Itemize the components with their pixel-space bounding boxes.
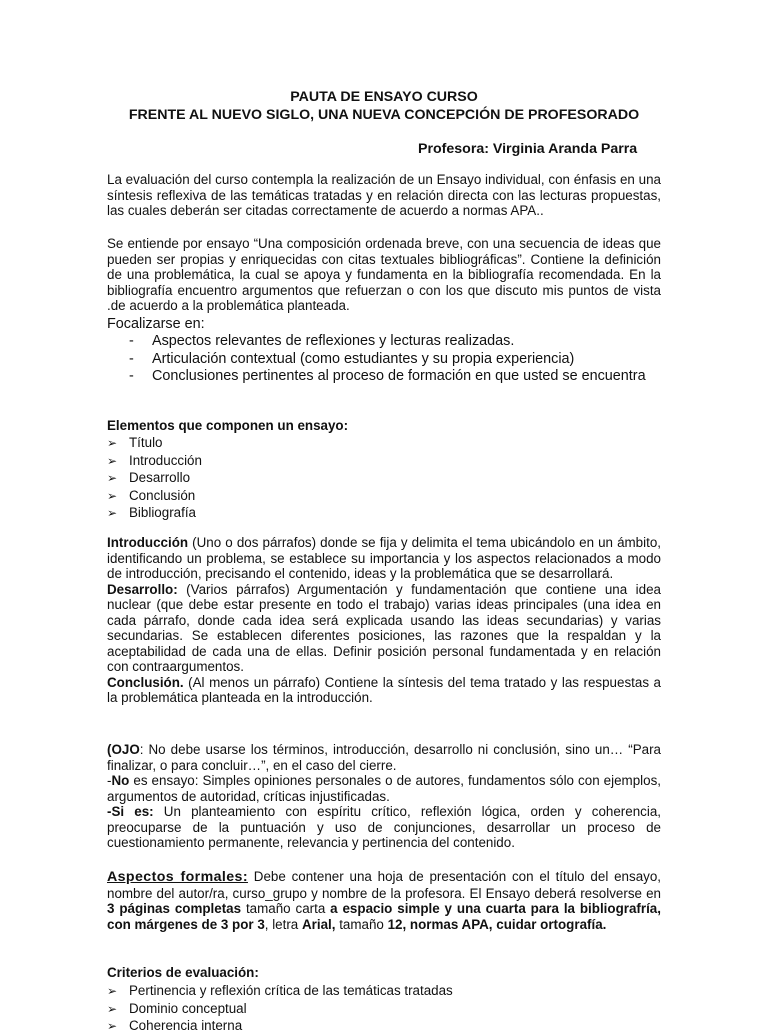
notes-section — [107, 742, 661, 851]
list-item: ➢ Pertinencia y reflexión crítica de las temáticas tratadas — [107, 982, 661, 1000]
list-item: ➢ Introducción — [107, 452, 661, 470]
conclusion-paragraph: Conclusión. (Al menos un párrafo) Contiene la síntesis del tema tratado y las respuestas a la problemática planteada en la introducción. — [107, 674, 661, 705]
no-es-ensayo-note: -No es ensayo: Simples opiniones personales o de autores, fundamentos sólo con ejemplos, argumentos de autoridad, críticas injustificadas. — [107, 773, 661, 804]
arrow-bullet-icon: ➢ — [107, 1019, 118, 1033]
ojo-note: (OJO: No debe usarse los términos, introducción, desarrollo ni conclusión, sino un… “Para finalizar, o para concluir…”, en el caso del cierre. — [107, 742, 661, 773]
desarrollo-paragraph: Desarrollo: (Varios párrafos) Argumentación y fundamentación que contiene una idea nuclear (que debe estar presente en todo el trabajo) varias ideas principales (una idea en cada párrafo, donde cada idea será explicada usando las ideas secundarias) y varias secundarias. Se establecen diferentes posiciones, las razones que la respaldan y la aceptabilidad de cada una de ellas. Definir posición personal fundamentada y en relación con contraargumentos. — [107, 581, 661, 674]
dash-marker: - — [129, 368, 134, 384]
list-item: ➢ Título — [107, 434, 661, 452]
list-item: - Articulación contextual (como estudiantes y su propia experiencia) — [129, 350, 575, 367]
arrow-bullet-icon: ➢ — [107, 471, 118, 485]
focus-list — [107, 333, 661, 386]
formal-aspects-label: Aspectos formales: — [107, 869, 248, 885]
document-subtitle: FRENTE AL NUEVO SIGLO, UNA NUEVA CONCEPCIÓN DE PROFESORADO — [128, 107, 640, 123]
list-item: ➢ Bibliografía — [107, 504, 661, 522]
elements-heading: Elementos que componen un ensayo: — [107, 418, 349, 433]
arrow-bullet-icon: ➢ — [107, 506, 118, 520]
dash-marker: - — [129, 333, 134, 349]
formal-aspects-paragraph: Aspectos formales: Debe contener una hoja de presentación con el título del ensayo, nombre del autor/ra, curso_grupo y nombre de la profesora. El Ensayo deberá resolverse en 3 páginas completas tamaño carta a espacio simple y una cuarta para la bibliografría, con márgenes de 3 por 3, letra Arial, tamaño 12, normas APA, cuidar ortografía. — [107, 869, 662, 932]
criteria-list — [107, 982, 661, 1035]
list-item: ➢ Desarrollo — [107, 469, 661, 487]
list-item: ➢ Conclusión — [107, 487, 661, 505]
list-item: ➢ Dominio conceptual — [107, 1000, 661, 1018]
si-es-ensayo-note: -Si es: Un planteamiento con espíritu crítico, reflexión lógica, orden y coherencia, preocuparse de la puntuación y uso de conjunciones, desarrollar un proceso de cuestionamiento permanente, relevancia y pertinencia del contenido. — [107, 804, 662, 850]
arrow-bullet-icon: ➢ — [107, 436, 118, 450]
structure-section — [107, 535, 661, 706]
list-item: - Aspectos relevantes de reflexiones y lecturas realizadas. — [129, 333, 515, 349]
document-title: PAUTA DE ENSAYO CURSO — [290, 89, 478, 105]
definition-paragraph: Se entiende por ensayo “Una composición ordenada breve, con una secuencia de ideas que pueden ser propias y enriquecidas con citas textuales bibliográficas”. Contiene la definición de una problemática, la cual se apoya y fundamenta en la bibliografía recomendada. En la bibliografía encuentro argumentos que refuerzan o con los que discuto mis puntos de vista .de acuerdo a la problemática planteada. — [107, 236, 661, 313]
list-item: - Conclusiones pertinentes al proceso de formación en que usted se encuentra — [129, 368, 646, 384]
arrow-bullet-icon: ➢ — [107, 488, 118, 503]
arrow-bullet-icon: ➢ — [107, 984, 118, 998]
list-item: ➢ Coherencia interna — [107, 1017, 661, 1035]
dash-marker: - — [129, 350, 134, 367]
professor-name: Profesora: Virginia Aranda Parra — [418, 141, 638, 157]
arrow-bullet-icon: ➢ — [107, 453, 118, 468]
intro-paragraph: La evaluación del curso contempla la realización de un Ensayo individual, con énfasis en una síntesis reflexiva de las temáticas tratadas y en relación directa con las lecturas propuestas, las cuales deberán ser citadas correctamente de acuerdo a normas APA.. — [107, 172, 661, 218]
focus-label: Focalizarse en: — [107, 316, 205, 332]
criteria-heading: Criterios de evaluación: — [107, 965, 259, 980]
introduccion-paragraph: Introducción (Uno o dos párrafos) donde se fija y delimita el tema ubicándolo en un ámbito, identificando un problema, se establece su importancia y los aspectos relacionados a modo de introducción, precisando el contenido, ideas y la problemática que se desarrollará. — [107, 535, 661, 581]
elements-list — [107, 434, 661, 522]
arrow-bullet-icon: ➢ — [107, 1001, 118, 1016]
